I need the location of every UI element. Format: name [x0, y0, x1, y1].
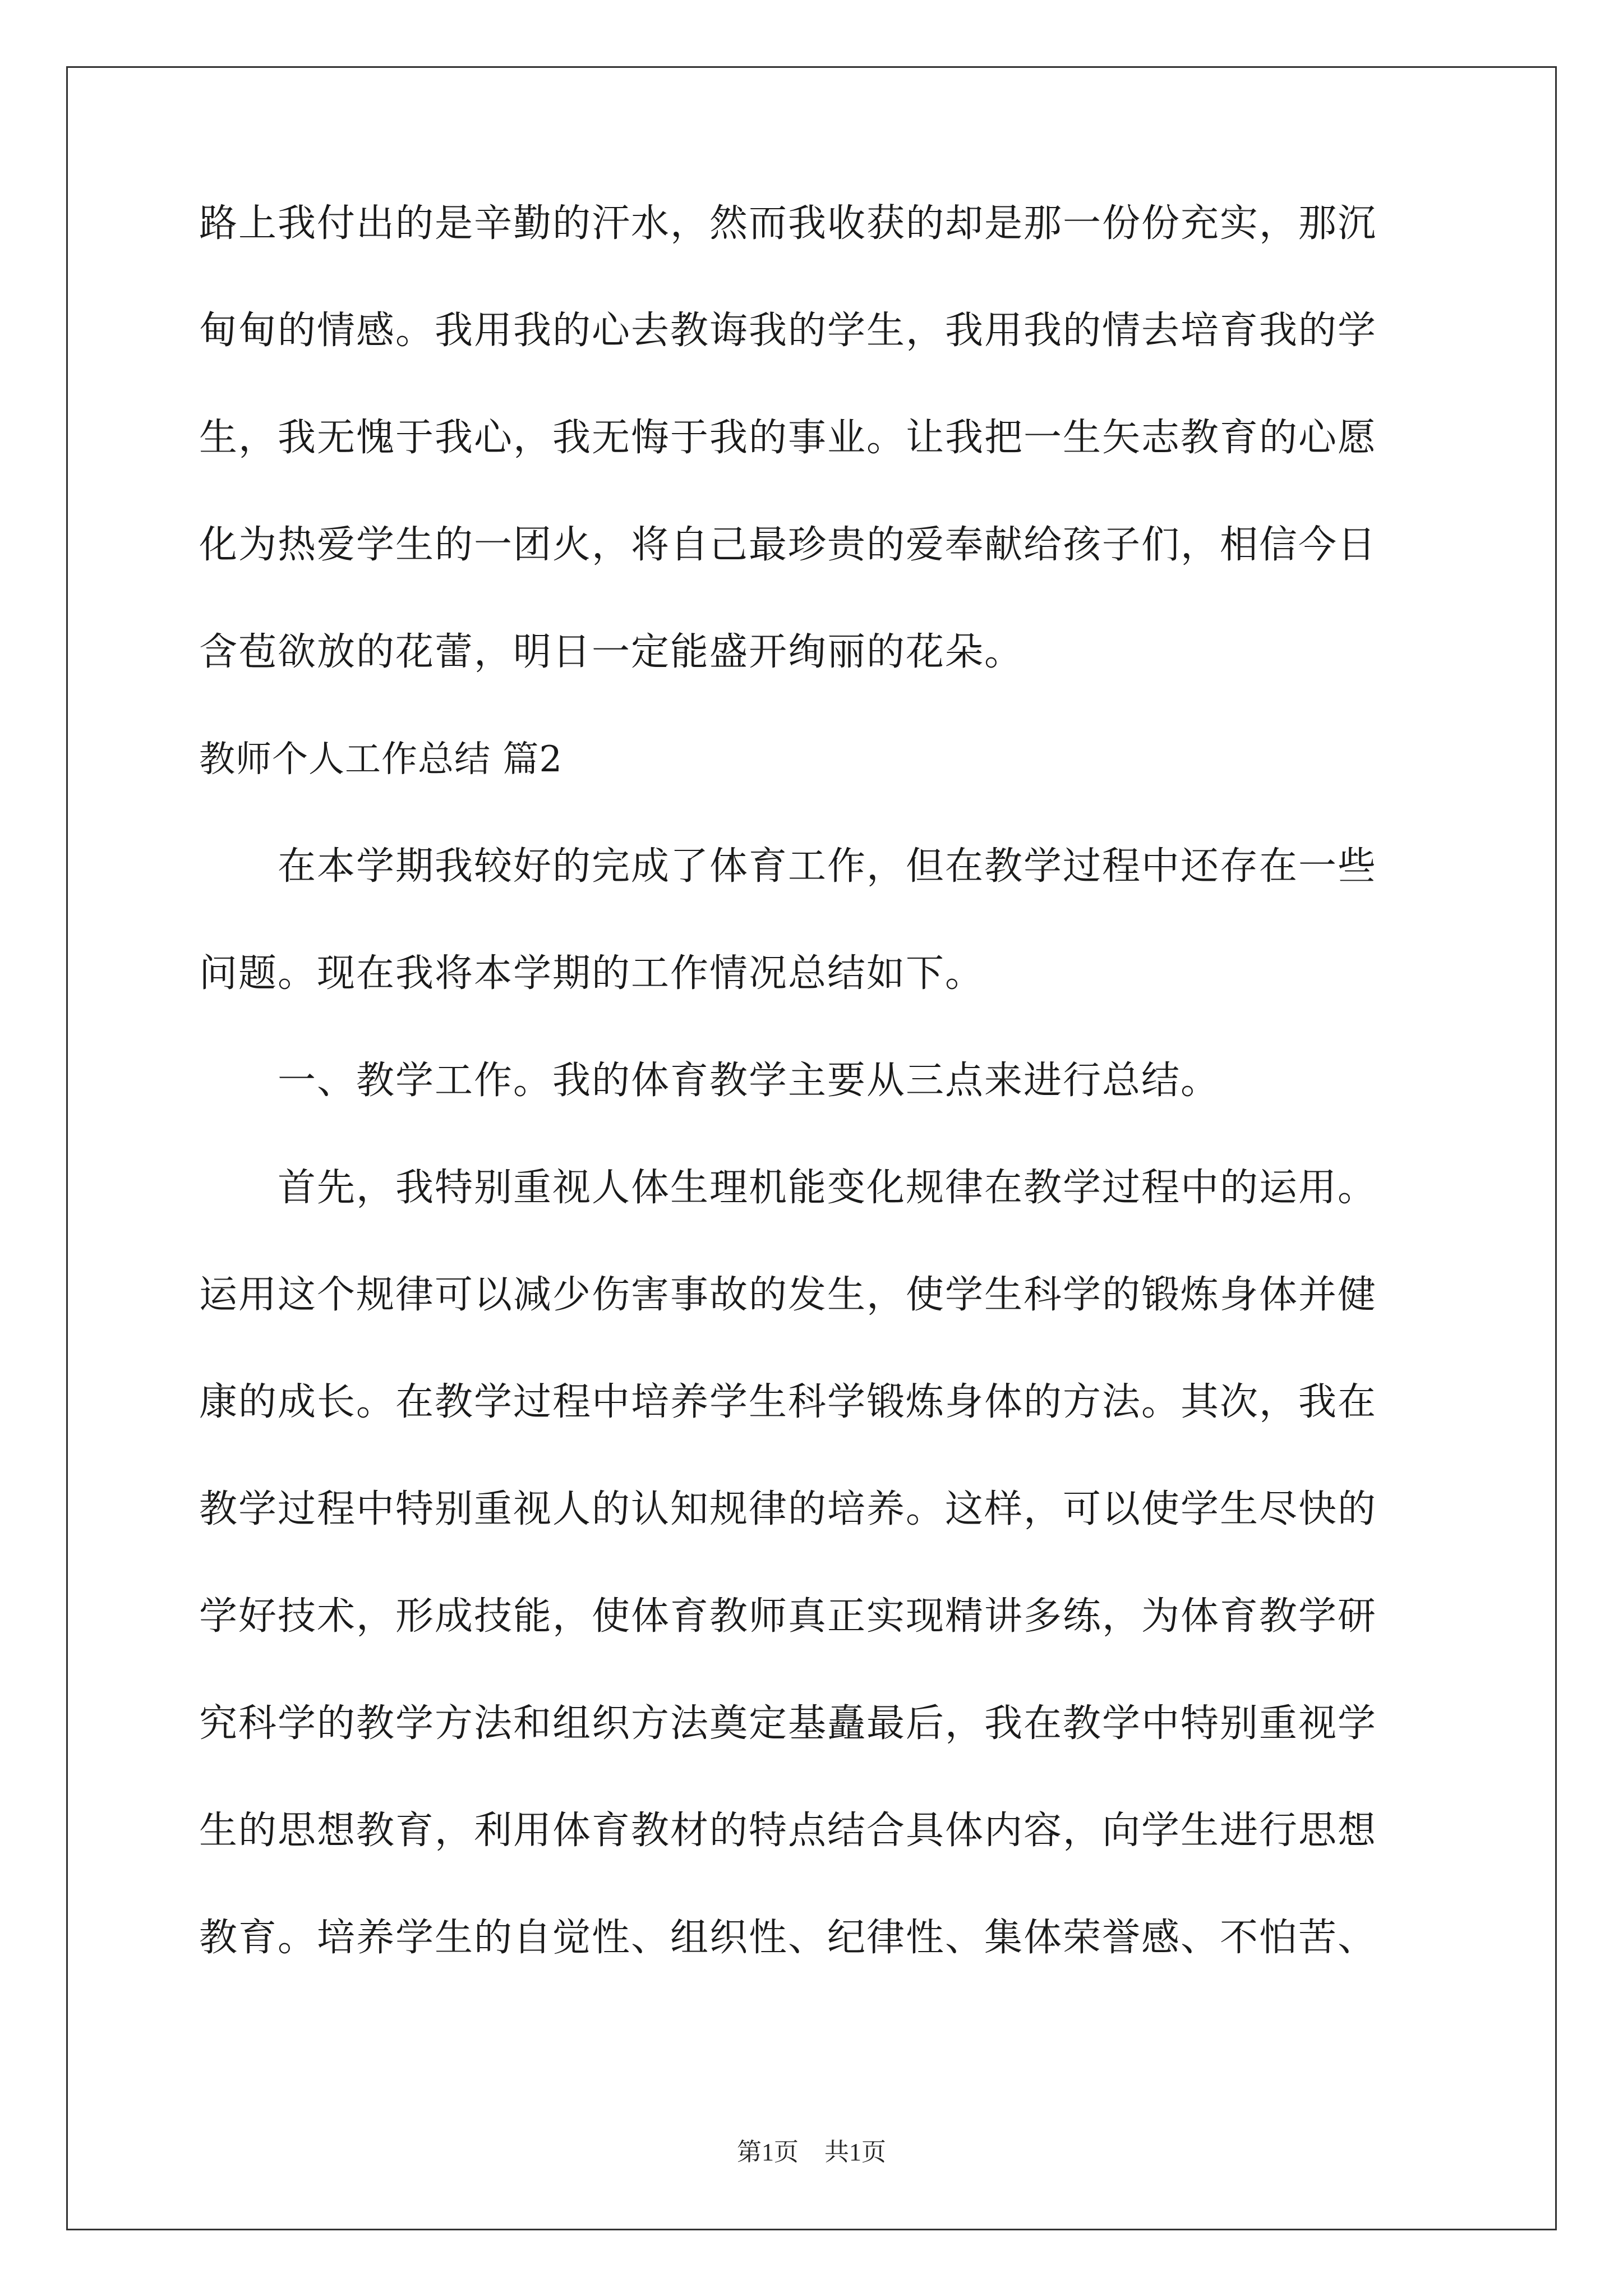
- paragraph-line: 康的成长。在教学过程中培养学生科学锻炼身体的方法。其次，我在: [199, 1380, 1377, 1424]
- paragraph-line: 首先，我特别重视人体生理机能变化规律在教学过程中的运用。: [199, 1166, 1377, 1210]
- page-border: [66, 66, 1557, 2230]
- paragraph-line: 化为热爱学生的一团火，将自己最珍贵的爱奉献给孩子们，相信今日: [199, 523, 1377, 567]
- page-number: 第1页: [737, 2138, 799, 2166]
- paragraph-line: 究科学的教学方法和组织方法奠定基矗最后，我在教学中特别重视学: [199, 1701, 1377, 1746]
- paragraph-line: 生，我无愧于我心，我无悔于我的事业。让我把一生矢志教育的心愿: [199, 416, 1377, 460]
- paragraph-line: 运用这个规律可以减少伤害事故的发生，使学生科学的锻炼身体并健: [199, 1273, 1377, 1317]
- paragraph-line: 在本学期我较好的完成了体育工作，但在教学过程中还存在一些: [199, 844, 1377, 889]
- page-footer: [0, 2132, 1623, 2168]
- paragraph-line: 问题。现在我将本学期的工作情况总结如下。: [199, 951, 985, 996]
- paragraph-line: 教育。培养学生的自觉性、组织性、纪律性、集体荣誉感、不怕苦、: [199, 1916, 1377, 1960]
- paragraph-line: 生的思想教育，利用体育教材的特点结合具体内容，向学生进行思想: [199, 1809, 1377, 1853]
- paragraph-line: 学好技术，形成技能，使体育教师真正实现精讲多练，为体育教学研: [199, 1594, 1377, 1639]
- section-heading: 教师个人工作总结 篇2: [199, 739, 563, 780]
- page-total: 共1页: [824, 2138, 886, 2166]
- paragraph-line: 教学过程中特别重视人的认知规律的培养。这样，可以使学生尽快的: [199, 1487, 1377, 1531]
- paragraph-line: 一、教学工作。我的体育教学主要从三点来进行总结。: [199, 1059, 1220, 1103]
- paragraph-line: 路上我付出的是辛勤的汗水，然而我收获的却是那一份份充实，那沉: [199, 201, 1377, 246]
- paragraph-line: 甸甸的情感。我用我的心去教诲我的学生，我用我的情去培育我的学: [199, 309, 1377, 353]
- paragraph-line: 含苞欲放的花蕾，明日一定能盛开绚丽的花朵。: [199, 630, 1024, 674]
